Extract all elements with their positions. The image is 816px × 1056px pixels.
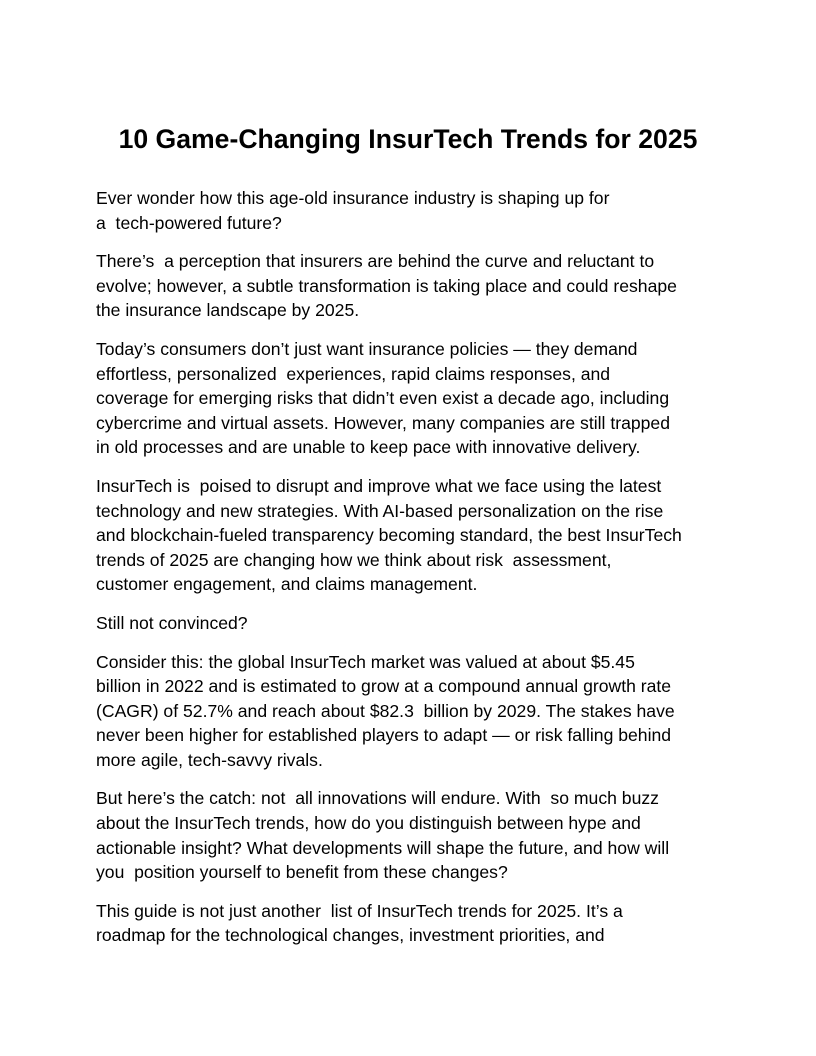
paragraph-the-catch: But here’s the catch: not all innovations will endure. With so much buzz about the InsurTech trends, how do you distinguish between hype and actionable insight? What developments will shape the future, and how will you position yourself to benefit from these changes?: [96, 788, 670, 883]
paragraph-guide-roadmap: This guide is not just another list of InsurTech trends for 2025. It’s a roadmap for the technological changes, investment priorities, and: [96, 900, 623, 946]
document-title: 10 Game-Changing InsurTech Trends for 2025: [118, 124, 698, 154]
paragraph-perception: There’s a perception that insurers are behind the curve and reluctant to evolve; however, a subtle transformation is taking place and could reshape the insurance landscape by 2025.: [96, 251, 677, 321]
paragraph-consumers: Today’s consumers don’t just want insurance policies — they demand effortless, personalized experiences, rapid claims responses, and coverage for emerging risks that didn’t even exist a decade ago, including cybercrime and virtual assets. However, many companies are still trapped in old processes and are unable to keep pace with innovative delivery.: [96, 338, 670, 458]
document-body: [96, 186, 736, 962]
paragraph-intro-question: Ever wonder how this age-old insurance industry is shaping up for a tech-powered future?: [96, 188, 610, 233]
paragraph-still-not-convinced: Still not convinced?: [96, 612, 248, 633]
paragraph-market-stats: Consider this: the global InsurTech market was valued at about $5.45 billion in 2022 and is estimated to grow at a compound annual growth rate (CAGR) of 52.7% and reach about $82.3 billion by 2029. The stakes have never been higher for established players to adapt — or risk falling behind more agile, tech-savvy rivals.: [96, 651, 675, 770]
paragraph-insurtech-disrupt: InsurTech is poised to disrupt and improve what we face using the latest technology and new strategies. With AI-based personalization on the rise and blockchain-fueled transparency becoming standard, the best InsurTech trends of 2025 are changing how we think about risk assessment, customer engagement, and claims management.: [96, 475, 682, 595]
